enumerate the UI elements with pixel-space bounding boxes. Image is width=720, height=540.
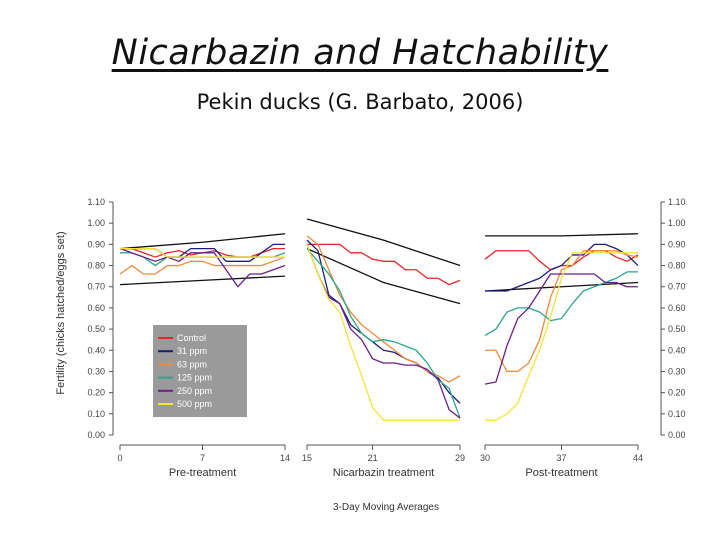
left-tick-label: 0.50 <box>87 324 105 335</box>
panel-label: Pre-treatment <box>168 467 237 479</box>
left-tick-label: 0.80 <box>87 260 105 271</box>
legend-label: 31 ppm <box>177 346 208 357</box>
reference-line <box>485 282 638 290</box>
x-tick-label: 37 <box>556 453 567 463</box>
left-tick-label: 0.70 <box>87 281 105 292</box>
panel-2 <box>480 445 643 479</box>
right-tick-label: 0.50 <box>668 324 686 335</box>
right-tick-label: 0.90 <box>668 239 686 250</box>
left-y-axis <box>87 197 113 440</box>
x-tick-label: 14 <box>279 453 291 463</box>
legend-label: 500 ppm <box>177 399 213 409</box>
panel-1 <box>302 445 465 479</box>
x-tick-label: 0 <box>117 453 123 463</box>
left-tick-label: 0.10 <box>87 408 105 419</box>
right-tick-label: 0.80 <box>668 260 686 271</box>
left-tick-label: 0.90 <box>87 239 105 250</box>
panel-0 <box>117 445 290 479</box>
x-tick-label: 44 <box>632 453 644 463</box>
x-tick-label: 21 <box>367 453 378 463</box>
slide-subtitle: Pekin ducks (G. Barbato, 2006) <box>196 90 524 114</box>
panel-label: Post-treatment <box>525 467 598 479</box>
y-axis-label: Fertility (chicks hatched/eggs set) <box>55 231 67 395</box>
right-tick-label: 1.00 <box>668 218 686 229</box>
legend-label: 250 ppm <box>177 385 213 396</box>
right-tick-label: 1.10 <box>668 197 686 207</box>
series-line-500-ppm <box>485 253 638 420</box>
left-tick-label: 0.40 <box>87 345 105 356</box>
series-line-control <box>307 244 460 284</box>
left-tick-label: 0.60 <box>87 302 105 313</box>
right-tick-label: 0.30 <box>668 366 686 377</box>
slide-title: Nicarbazin and Hatchability <box>111 33 609 73</box>
series-line-125-ppm <box>120 253 285 266</box>
series-line-125-ppm <box>485 272 638 336</box>
left-tick-label: 1.10 <box>87 197 105 207</box>
x-axis-label: 3-Day Moving Averages <box>333 502 439 513</box>
panel-label: Nicarbazin treatment <box>332 467 435 479</box>
left-tick-label: 0.20 <box>87 387 105 398</box>
legend <box>153 325 247 417</box>
legend-label: 63 ppm <box>177 359 208 370</box>
reference-line <box>485 234 638 236</box>
legend-label: 125 ppm <box>177 372 213 383</box>
left-tick-label: 0.30 <box>87 366 105 377</box>
x-tick-label: 15 <box>301 453 313 463</box>
reference-line <box>120 276 285 284</box>
series-line-control <box>485 251 638 270</box>
x-tick-label: 7 <box>199 453 206 463</box>
series-line-125-ppm <box>307 249 460 418</box>
series-line-63-ppm <box>120 257 285 274</box>
right-tick-label: 0.20 <box>668 387 686 398</box>
legend-label: Control <box>177 333 207 343</box>
left-tick-label: 1.00 <box>87 218 105 229</box>
right-tick-label: 0.10 <box>668 408 686 419</box>
x-tick-label: 29 <box>454 453 466 463</box>
right-tick-label: 0.60 <box>668 302 686 313</box>
x-tick-label: 30 <box>479 453 491 463</box>
left-tick-label: 0.00 <box>87 430 105 440</box>
right-y-axis <box>661 197 686 440</box>
series-line-250-ppm <box>307 244 460 418</box>
right-tick-label: 0.00 <box>668 430 686 440</box>
right-tick-label: 0.70 <box>668 281 686 292</box>
right-tick-label: 0.40 <box>668 345 686 356</box>
chart-panels <box>117 445 643 479</box>
reference-line <box>120 234 285 249</box>
